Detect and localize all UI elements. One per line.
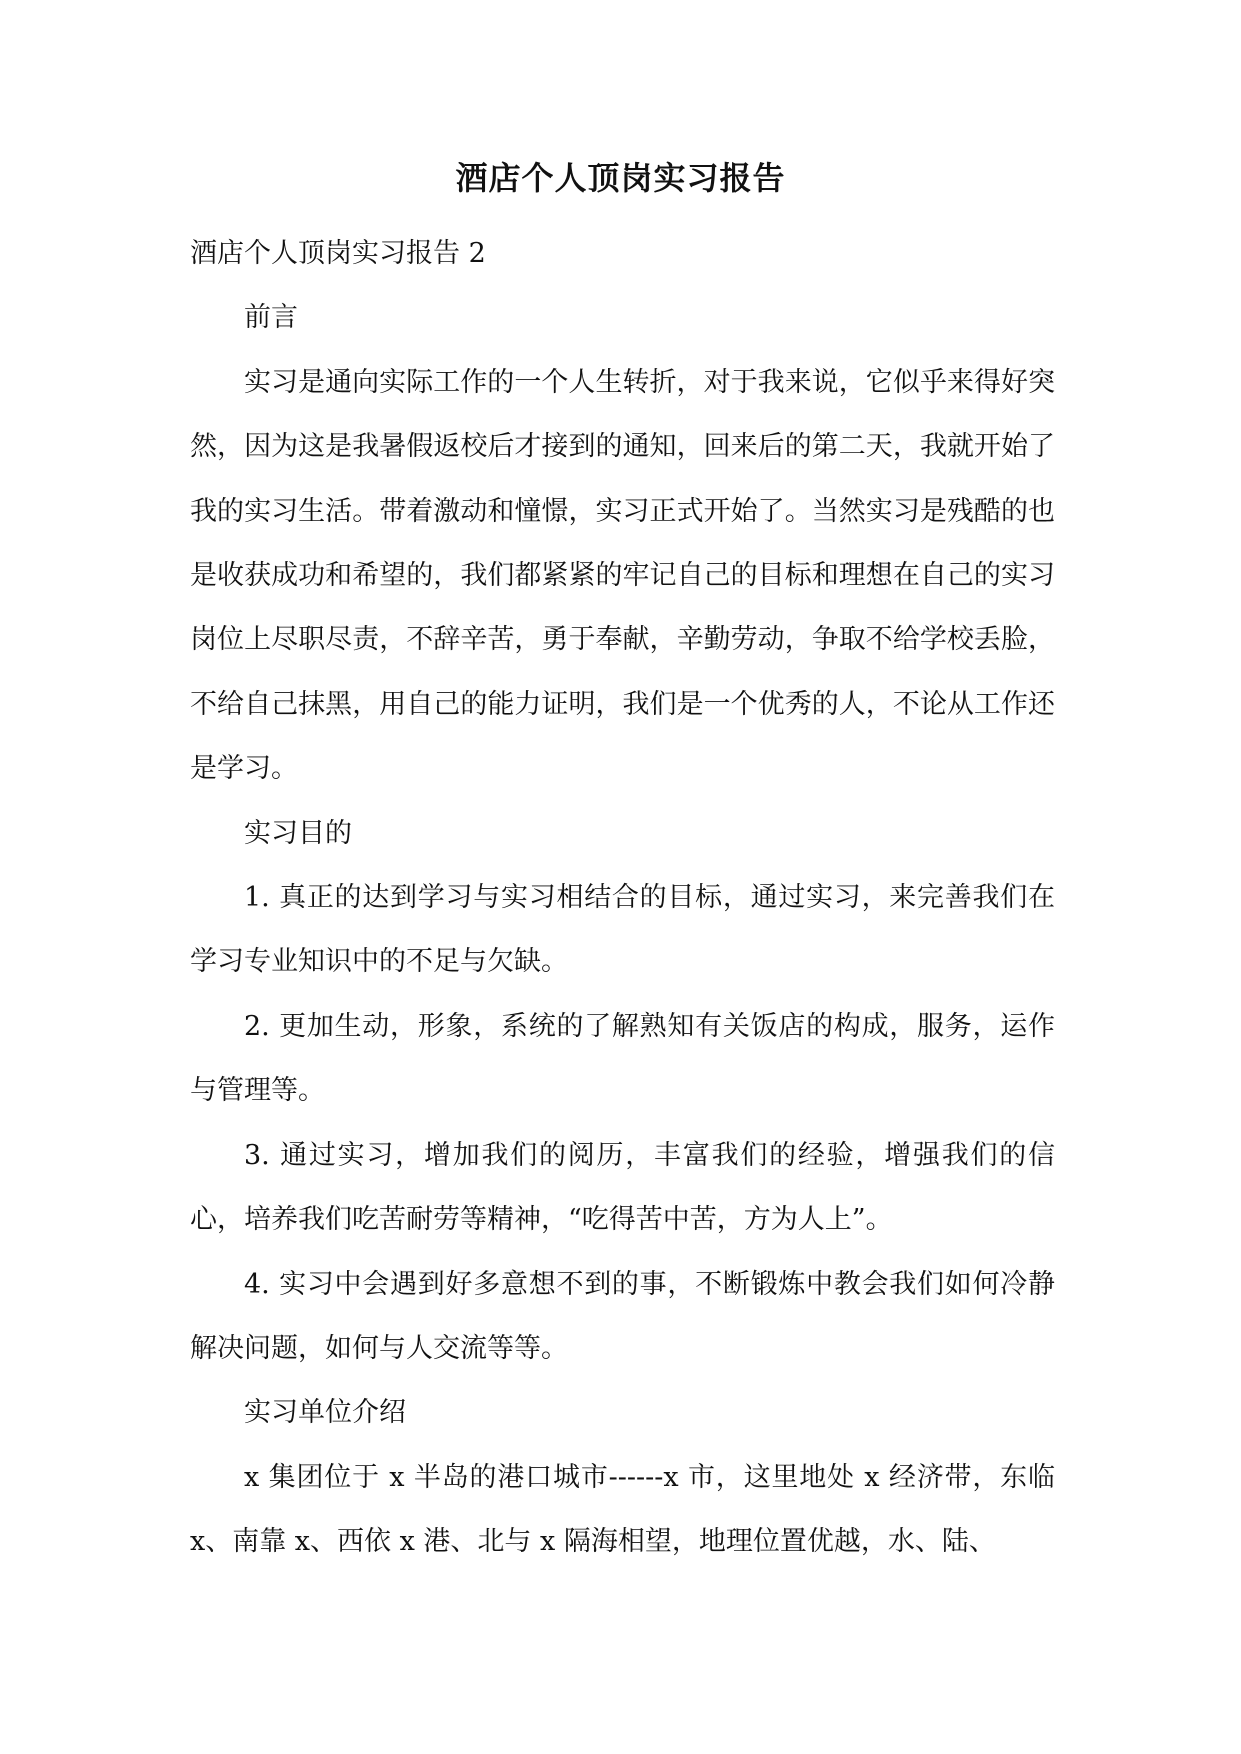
section-heading-preface: 前言 xyxy=(244,302,298,334)
purpose-item-1: 1. 真正的达到学习与实习相结合的目标，通过实习，来完善我们在学习专业知识中的不足与欠缺。 xyxy=(190,882,1055,978)
purpose-item-3: 3. 通过实习，增加我们的阅历，丰富我们的经验，增强我们的信心，培养我们吃苦耐劳等精神，“吃得苦中苦，方为人上”。 xyxy=(190,1139,1055,1236)
section-heading-company: 实习单位介绍 xyxy=(244,1397,406,1429)
purpose-item-2: 2. 更加生动，形象，系统的了解熟知有关饭店的构成，服务，运作与管理等。 xyxy=(190,1010,1055,1107)
document-subtitle: 酒店个人顶岗实习报告 2 xyxy=(190,238,486,269)
paragraph-preface-text: 实习是通向实际工作的一个人生转折，对于我来说，它似乎来得好突然，因为这是我暑假返校后才接到的通知，回来后的第二天，我就开始了我的实习生活。带着激动和憧憬，实习正式开始了。当然实习是残酷的也是收获成功和希望的，我们都紧紧的牢记自己的目标和理想在自己的实习岗位上尽职尽责，不辞辛苦，勇于奉献，辛勤劳动，争取不给学校丢脸，不给自己抹黑，用自己的能力证明，我们是一个优秀的人，不论从工作还是学习。 xyxy=(190,366,1055,785)
purpose-item-4: 4. 实习中会遇到好多意想不到的事，不断锻炼中教会我们如何冷静解决问题，如何与人交流等等。 xyxy=(190,1268,1055,1364)
document-title: 酒店个人顶岗实习报告 xyxy=(455,159,786,197)
section-heading-purpose: 实习目的 xyxy=(244,817,352,849)
document-body xyxy=(190,222,1055,1575)
paragraph-company-intro: x 集团位于 x 半岛的港口城市------x 市，这里地处 x 经济带，东临 x、南靠 x、西依 x 港、北与 x 隔海相望，地理位置优越，水、陆、 xyxy=(190,1461,1055,1558)
